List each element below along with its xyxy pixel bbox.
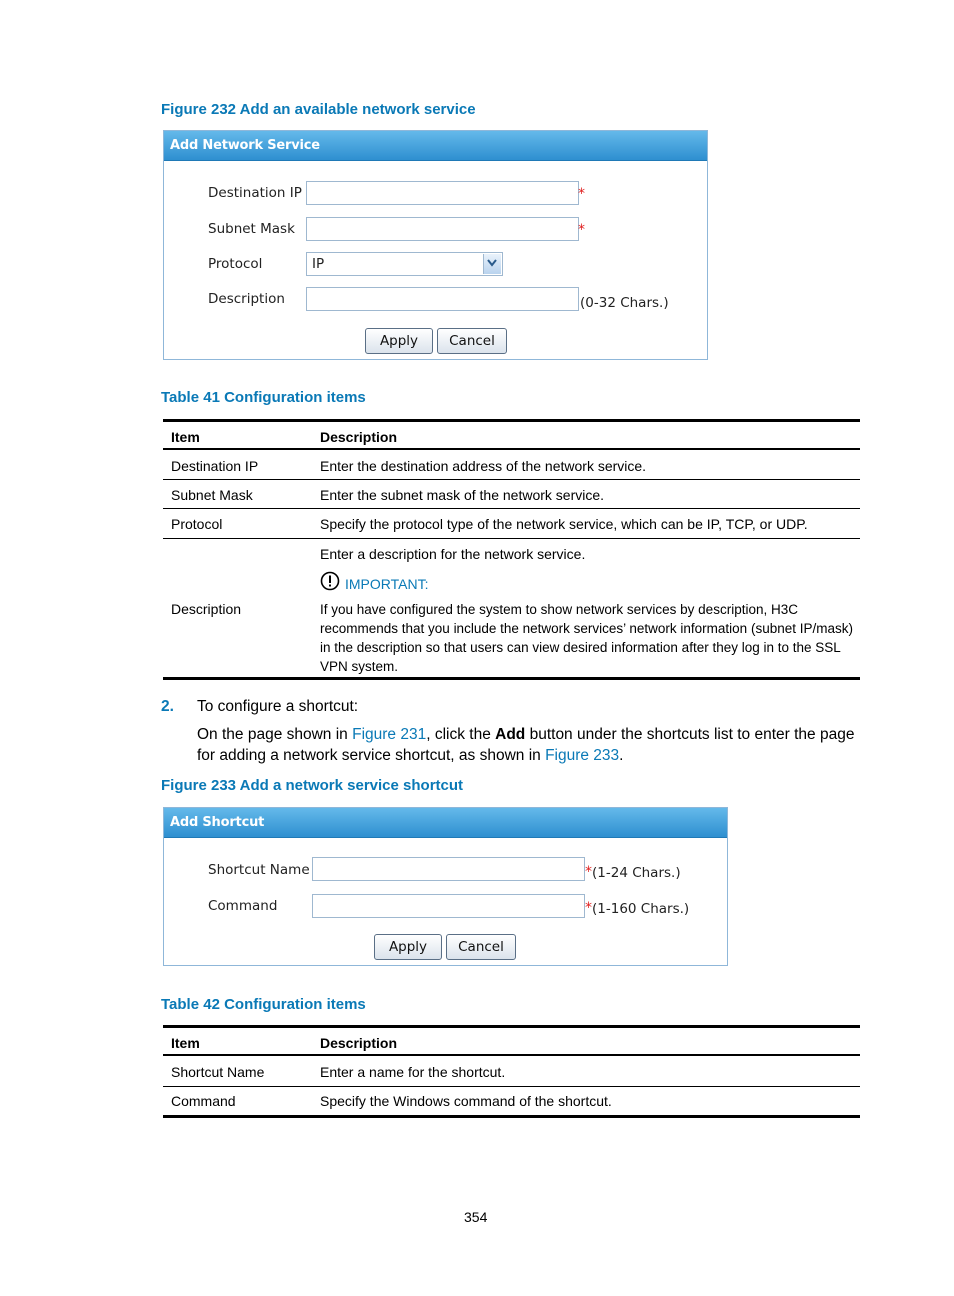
subnet-mask-label: Subnet Mask — [208, 221, 295, 237]
add-network-service-panel — [163, 130, 708, 360]
table-row-item: Shortcut Name — [171, 1064, 265, 1080]
important-icon — [320, 571, 340, 594]
command-label: Command — [208, 898, 278, 914]
table-bottom-rule — [163, 677, 860, 680]
table-row-item: Destination IP — [171, 458, 259, 474]
row-divider — [163, 479, 860, 480]
table-row-item: Description — [171, 601, 242, 617]
table-42-caption: Table 42 Configuration items — [161, 996, 366, 1013]
destination-ip-input[interactable] — [306, 181, 579, 205]
step-paragraph-line-2: for adding a network service shortcut, as shown in Figure 233. — [197, 747, 624, 764]
table-row-item: Command — [171, 1093, 236, 1109]
required-mark: * — [578, 222, 585, 238]
command-length-hint: (1-160 Chars.) — [592, 901, 690, 917]
protocol-select[interactable] — [306, 252, 503, 276]
description-length-hint: (0-32 Chars.) — [580, 295, 669, 311]
table-row-item: Subnet Mask — [171, 487, 253, 503]
required-mark: * — [585, 864, 592, 880]
step-title: To configure a shortcut: — [197, 698, 359, 715]
table-41-caption: Table 41 Configuration items — [161, 389, 366, 406]
panel-title: Add Shortcut — [164, 808, 727, 838]
step-paragraph-line-1: On the page shown in Figure 231, click the Add button under the shortcuts list to enter the page — [197, 726, 855, 743]
row-divider — [163, 1086, 860, 1087]
column-header-description: Description — [320, 429, 398, 445]
shortcut-name-input[interactable] — [312, 857, 585, 881]
add-shortcut-panel — [163, 807, 728, 966]
important-note-line: If you have configured the system to show network services by description, H3C — [320, 602, 798, 617]
chevron-down-icon[interactable] — [483, 254, 501, 274]
command-input[interactable] — [312, 894, 585, 918]
step-number: 2. — [161, 698, 174, 715]
destination-ip-label: Destination IP — [208, 185, 302, 201]
subnet-mask-input[interactable] — [306, 217, 579, 241]
table-row-description: Enter the destination address of the network service. — [320, 458, 647, 474]
required-mark: * — [585, 900, 592, 916]
table-bottom-rule — [163, 1115, 860, 1118]
important-note-line: in the description so that users can view desired information after they log in to the SSL — [320, 640, 841, 655]
figure-232-caption: Figure 232 Add an available network service — [161, 101, 476, 118]
table-row-description: Specify the Windows command of the shortcut. — [320, 1093, 612, 1109]
apply-button[interactable]: Apply — [365, 328, 433, 354]
shortcut-name-label: Shortcut Name — [208, 862, 310, 878]
row-divider — [163, 538, 860, 539]
table-top-rule — [163, 1025, 860, 1028]
table-41 — [163, 419, 860, 682]
cancel-button[interactable]: Cancel — [446, 934, 516, 960]
figure-231-link[interactable]: Figure 231 — [352, 726, 427, 743]
row-divider — [163, 508, 860, 509]
column-header-item: Item — [171, 1035, 200, 1051]
column-header-item: Item — [171, 429, 200, 445]
shortcut-name-length-hint: (1-24 Chars.) — [592, 865, 681, 881]
table-row-description: Enter the subnet mask of the network service. — [320, 487, 605, 503]
table-row-description: Enter a name for the shortcut. — [320, 1064, 506, 1080]
table-row-description: Enter a description for the network service. — [320, 546, 586, 562]
important-label: IMPORTANT: — [345, 576, 429, 592]
protocol-label: Protocol — [208, 256, 263, 272]
important-note-line: VPN system. — [320, 659, 399, 674]
header-rule — [163, 1054, 860, 1056]
page-number: 354 — [464, 1209, 488, 1225]
cancel-button[interactable]: Cancel — [437, 328, 507, 354]
figure-233-caption: Figure 233 Add a network service shortcut — [161, 777, 464, 794]
apply-button[interactable]: Apply — [374, 934, 442, 960]
description-label: Description — [208, 291, 285, 307]
table-42 — [163, 1025, 860, 1120]
description-input[interactable] — [306, 287, 579, 311]
important-note-line: recommends that you include the network services’ network information (subnet IP/mask) — [320, 621, 853, 636]
protocol-selected-value: IP — [312, 256, 325, 272]
required-mark: * — [578, 186, 585, 202]
column-header-description: Description — [320, 1035, 398, 1051]
table-row-description: Specify the protocol type of the network service, which can be IP, TCP, or UDP. — [320, 516, 808, 532]
panel-title: Add Network Service — [164, 131, 707, 161]
table-row-item: Protocol — [171, 516, 223, 532]
header-rule — [163, 448, 860, 450]
table-top-rule — [163, 419, 860, 422]
figure-233-link[interactable]: Figure 233 — [545, 747, 620, 764]
